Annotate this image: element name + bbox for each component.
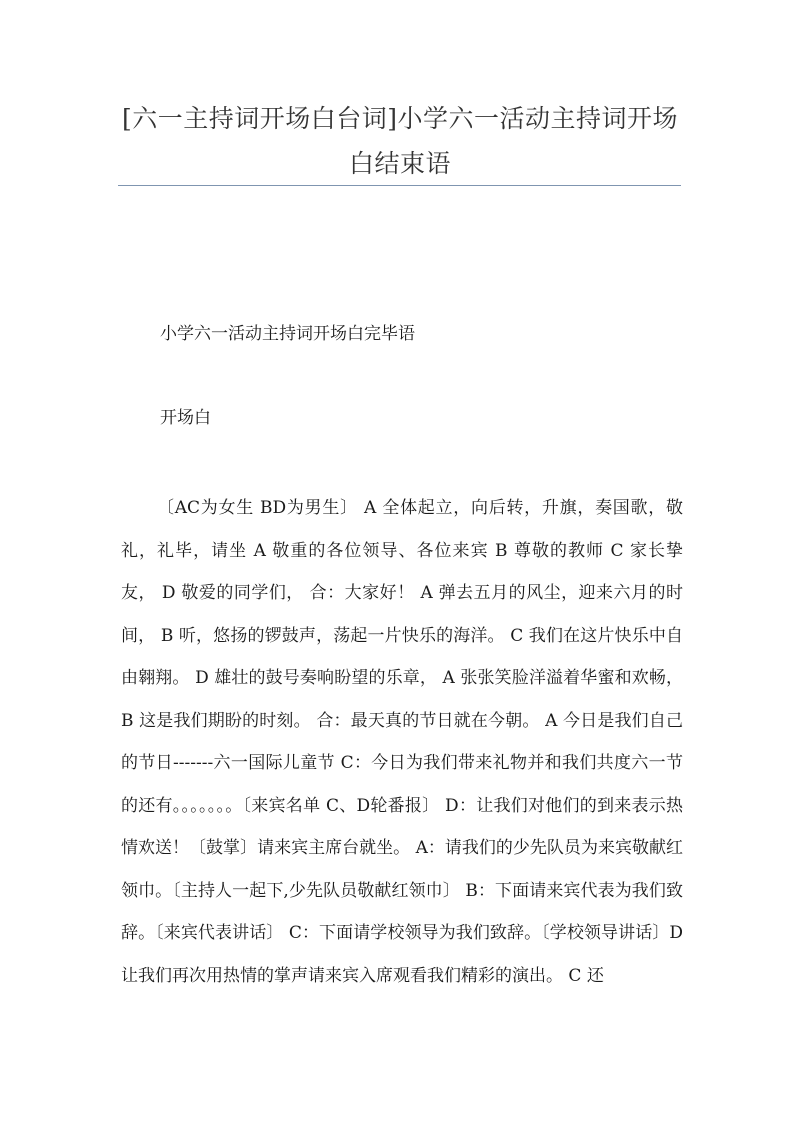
body-paragraph: 〔AC为女生 BD为男生〕 A 全体起立，向后转，升旗，奏国歌，敬礼，礼毕，请坐 A 敬重的各位领导、各位来宾 B 尊敬的教师 C 家长挚友， D 敬爱的同学们， 合：大家好！ A 弹去五月的风尘，迎来六月的时间， B 听，悠扬的锣鼓声，荡起一片快乐的海洋。 C 我们在这片快乐中自由翱翔。 D 雄壮的鼓号奏响盼望的乐章， A 张张笑脸洋溢着华蜜和欢畅， B 这是我们期盼的时刻。 合：最天真的节日就在今朝。 A 今日是我们自己的节日-------六一国际儿童节 C：今日为我们带来礼物并和我们共度六一节的还有。。。。。。。〔来宾名单 C、D轮番报〕 D：让我们对他们的到来表示热情欢送！〔鼓掌〕请来宾主席台就坐。 A：请我们的少先队员为来宾敬献红领巾。〔主持人一起下,少先队员敬献红领巾〕 B：下面请来宾代表为我们致辞。〔来宾代表讲话〕 C：下面请学校领导为我们致辞。〔学校领导讲话〕D 让我们再次用热情的掌声请来宾入席观看我们精彩的演出。 C 还 bbox=[121, 498, 683, 986]
document-title: [六一主持词开场白台词]小学六一活动主持词开场白结束语 bbox=[121, 104, 678, 178]
section-heading: 小学六一活动主持词开场白完毕语 bbox=[160, 324, 415, 344]
title-divider bbox=[118, 185, 681, 186]
section-subheading: 开场白 bbox=[160, 408, 211, 428]
